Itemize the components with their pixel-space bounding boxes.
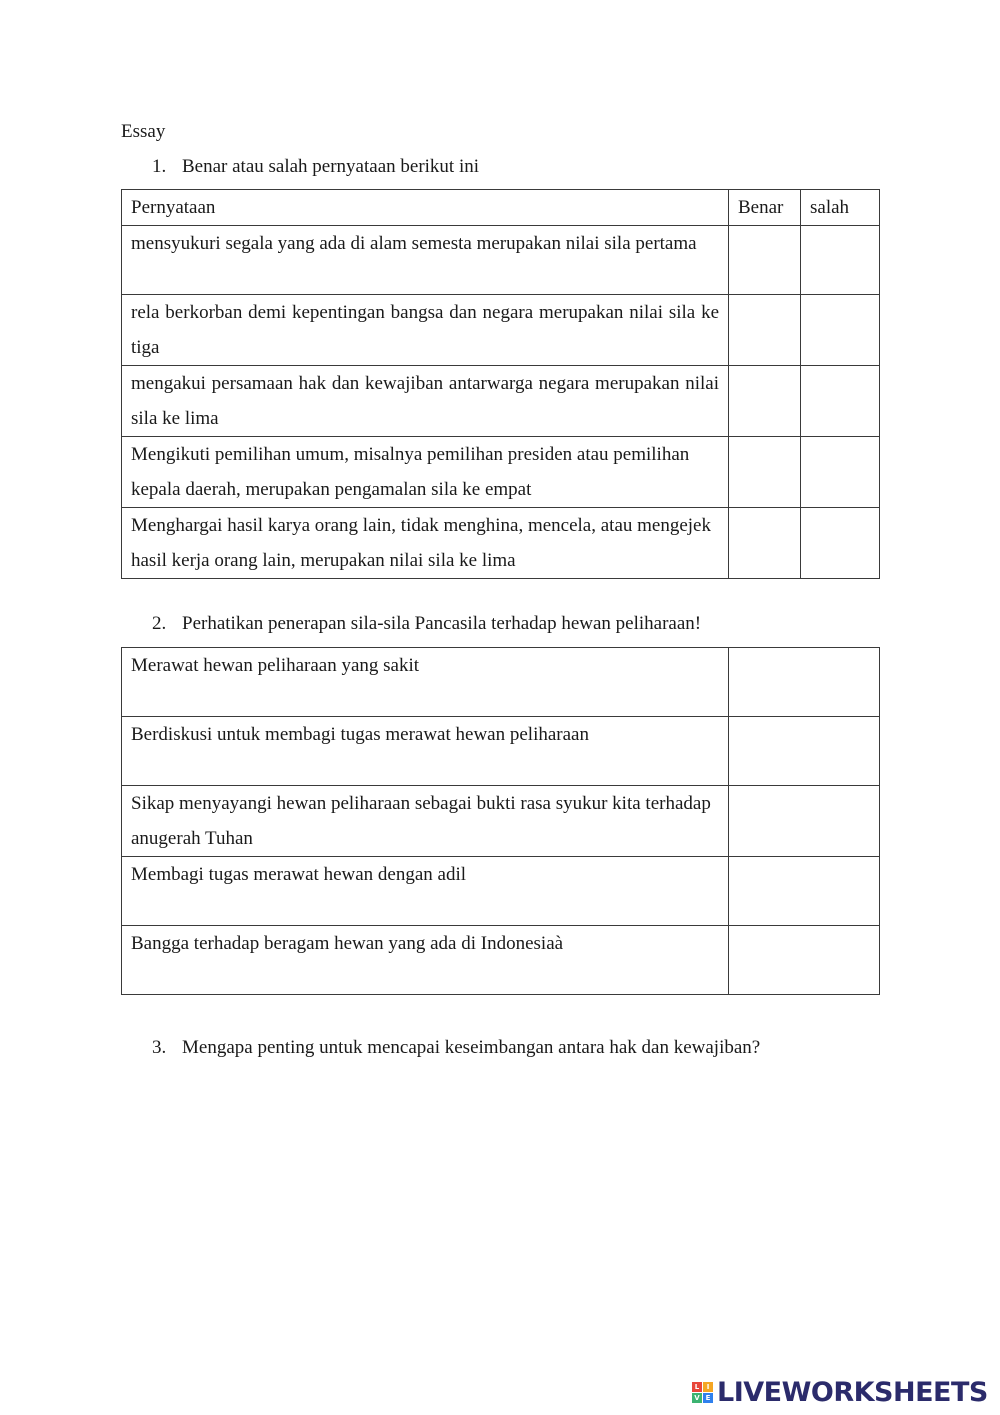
true-answer-cell[interactable] [729, 295, 801, 366]
liveworksheets-icon [692, 1382, 713, 1403]
header-false: salah [801, 190, 880, 226]
question-1 [152, 155, 479, 179]
question-number: 3. [152, 1037, 167, 1058]
false-answer-cell[interactable] [801, 437, 880, 508]
practice-cell: Merawat hewan peliharaan yang sakit [122, 648, 729, 717]
table-row [122, 226, 880, 295]
table-row [122, 717, 880, 786]
true-answer-cell[interactable] [729, 508, 801, 579]
table-row [122, 295, 880, 366]
statement-cell: mensyukuri segala yang ada di alam semesta merupakan nilai sila pertama [122, 226, 729, 295]
table-row [122, 786, 880, 857]
table-row [122, 648, 880, 717]
table-row [122, 366, 880, 437]
true-false-table [121, 189, 880, 579]
question-number: 1. [152, 156, 167, 177]
true-answer-cell[interactable] [729, 366, 801, 437]
question-number: 2. [152, 613, 167, 634]
logo-square-e: E [703, 1393, 713, 1403]
practice-cell: Sikap menyayangi hewan peliharaan sebagai bukti rasa syukur kita terhadap anugerah Tuhan [122, 786, 729, 857]
question-2 [152, 612, 701, 636]
question-3 [152, 1036, 760, 1060]
table-row [122, 857, 880, 926]
true-answer-cell[interactable] [729, 437, 801, 508]
table-row [122, 437, 880, 508]
logo-square-v: V [692, 1393, 702, 1403]
table-row [122, 926, 880, 995]
statement-cell: mengakui persamaan hak dan kewajiban antarwarga negara merupakan nilai sila ke lima [122, 366, 729, 437]
true-answer-cell[interactable] [729, 226, 801, 295]
table-row [122, 508, 880, 579]
answer-cell[interactable] [729, 857, 880, 926]
statement-cell: Mengikuti pemilihan umum, misalnya pemilihan presiden atau pemilihan kepala daerah, merupakan pengamalan sila ke empat [122, 437, 729, 508]
answer-cell[interactable] [729, 717, 880, 786]
answer-cell[interactable] [729, 926, 880, 995]
false-answer-cell[interactable] [801, 226, 880, 295]
question-text: Perhatikan penerapan sila-sila Pancasila terhadap hewan peliharaan! [182, 613, 702, 634]
table-header-row [122, 190, 880, 226]
pancasila-matching-table [121, 647, 880, 995]
statement-cell: Menghargai hasil karya orang lain, tidak menghina, mencela, atau mengejek hasil kerja orang lain, merupakan nilai sila ke lima [122, 508, 729, 579]
false-answer-cell[interactable] [801, 366, 880, 437]
logo-square-i: I [703, 1382, 713, 1392]
question-text: Mengapa penting untuk mencapai keseimbangan antara hak dan kewajiban? [182, 1037, 761, 1058]
answer-cell[interactable] [729, 786, 880, 857]
practice-cell: Berdiskusi untuk membagi tugas merawat hewan peliharaan [122, 717, 729, 786]
question-text: Benar atau salah pernyataan berikut ini [182, 156, 480, 177]
practice-cell: Membagi tugas merawat hewan dengan adil [122, 857, 729, 926]
practice-cell: Bangga terhadap beragam hewan yang ada di Indonesiaà [122, 926, 729, 995]
statement-cell: rela berkorban demi kepentingan bangsa dan negara merupakan nilai sila ke tiga [122, 295, 729, 366]
header-statement: Pernyataan [122, 190, 729, 226]
answer-cell[interactable] [729, 648, 880, 717]
logo-square-l: L [692, 1382, 702, 1392]
header-true: Benar [729, 190, 801, 226]
liveworksheets-wordmark: LIVEWORKSHEETS [717, 1376, 988, 1408]
false-answer-cell[interactable] [801, 508, 880, 579]
worksheet-heading: Essay [121, 121, 166, 142]
liveworksheets-logo [692, 1374, 988, 1410]
false-answer-cell[interactable] [801, 295, 880, 366]
